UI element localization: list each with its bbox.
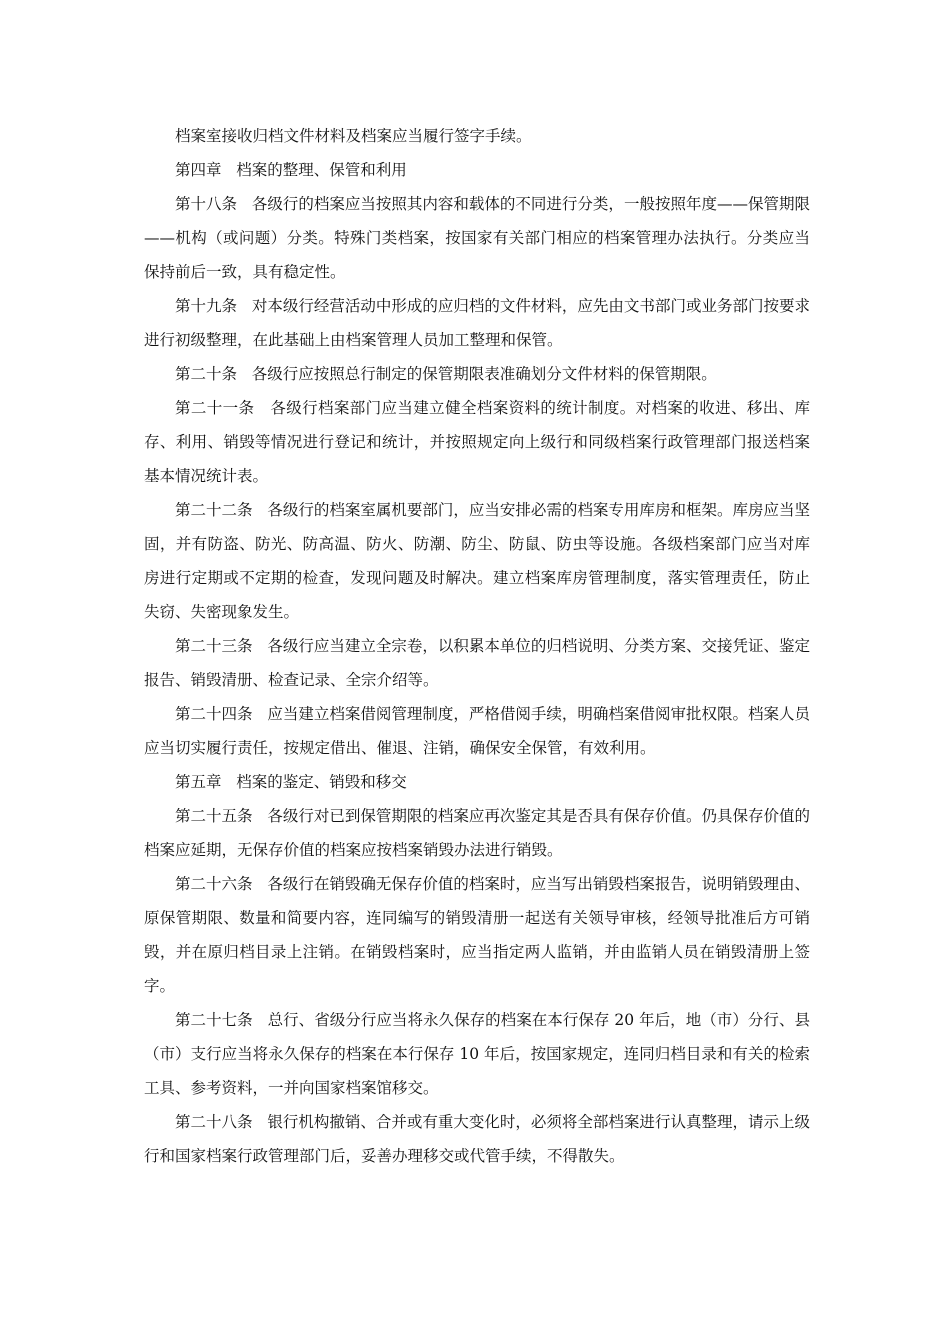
article-number: 第二十八条	[175, 1113, 253, 1131]
article-text: 各级行的档案应当按照其内容和载体的不同进行分类，一般按照年度——保管期限——机构（或问题）分类。特殊门类档案，按国家有关部门相应的档案管理办法执行。分类应当保持前后一致，具有稳定性。	[144, 195, 810, 281]
article-text: 各级行的档案室属机要部门，应当安排必需的档案专用库房和框架。库房应当坚固，并有防盗、防光、防高温、防火、防潮、防尘、防鼠、防虫等设施。各级档案部门应当对库房进行定期或不定期的检查，发现问题及时解决。建立档案库房管理制度，落实管理责任，防止失窃、失密现象发生。	[144, 501, 810, 621]
article-number: 第二十四条	[175, 705, 253, 723]
article	[144, 867, 810, 1003]
chapter-number: 第四章	[175, 161, 222, 179]
document-body	[144, 119, 810, 1173]
article	[144, 187, 810, 289]
article	[144, 493, 810, 629]
article	[144, 289, 810, 357]
article-text: 应当建立档案借阅管理制度，严格借阅手续，明确档案借阅审批权限。档案人员应当切实履行责任，按规定借出、催退、注销，确保安全保管，有效利用。	[144, 705, 810, 757]
article-number: 第二十五条	[175, 807, 253, 825]
paragraph-text: 档案室接收归档文件材料及档案应当履行签字手续。	[175, 127, 532, 145]
article	[144, 1105, 810, 1173]
article-number: 第二十条	[175, 365, 238, 383]
article-text: 对本级行经营活动中形成的应归档的文件材料，应先由文书部门或业务部门按要求进行初级整理，在此基础上由档案管理人员加工整理和保管。	[144, 297, 810, 349]
article-number: 第二十二条	[175, 501, 253, 519]
article-text: 各级行在销毁确无保存价值的档案时，应当写出销毁档案报告，说明销毁理由、原保管期限、数量和简要内容，连同编写的销毁清册一起送有关领导审核，经领导批准后方可销毁，并在原归档目录上注销。在销毁档案时，应当指定两人监销，并由监销人员在销毁清册上签字。	[144, 875, 810, 995]
article	[144, 391, 810, 493]
article	[144, 357, 810, 391]
article-number: 第二十七条	[175, 1011, 253, 1029]
chapter-number: 第五章	[175, 773, 222, 791]
article-text: 总行、省级分行应当将永久保存的档案在本行保存 20 年后，地（市）分行、县（市）支行应当将永久保存的档案在本行保存 10 年后，按国家规定，连同归档目录和有关的检索工具、参考资料，一并向国家档案馆移交。	[144, 1011, 810, 1097]
chapter-title: 档案的鉴定、销毁和移交	[236, 773, 407, 791]
article-number: 第二十一条	[175, 399, 255, 417]
chapter-heading	[144, 153, 810, 187]
article	[144, 1003, 810, 1105]
article-text: 各级行应按照总行制定的保管期限表准确划分文件材料的保管期限。	[251, 365, 717, 383]
article-text: 银行机构撤销、合并或有重大变化时，必须将全部档案进行认真整理，请示上级行和国家档案行政管理部门后，妥善办理移交或代管手续，不得散失。	[144, 1113, 810, 1165]
article-text: 各级行应当建立全宗卷，以积累本单位的归档说明、分类方案、交接凭证、鉴定报告、销毁清册、检查记录、全宗介绍等。	[144, 637, 810, 689]
chapter-heading	[144, 765, 810, 799]
chapter-title: 档案的整理、保管和利用	[236, 161, 407, 179]
paragraph	[144, 119, 810, 153]
article-text: 各级行对已到保管期限的档案应再次鉴定其是否具有保存价值。仍具保存价值的档案应延期，无保存价值的档案应按档案销毁办法进行销毁。	[144, 807, 810, 859]
article	[144, 629, 810, 697]
article-text: 各级行档案部门应当建立健全档案资料的统计制度。对档案的收进、移出、库存、利用、销毁等情况进行登记和统计，并按照规定向上级行和同级档案行政管理部门报送档案基本情况统计表。	[144, 399, 810, 485]
article	[144, 799, 810, 867]
article-number: 第二十六条	[175, 875, 253, 893]
article-number: 第十九条	[175, 297, 238, 315]
article-number: 第十八条	[175, 195, 238, 213]
article	[144, 697, 810, 765]
article-number: 第二十三条	[175, 637, 253, 655]
